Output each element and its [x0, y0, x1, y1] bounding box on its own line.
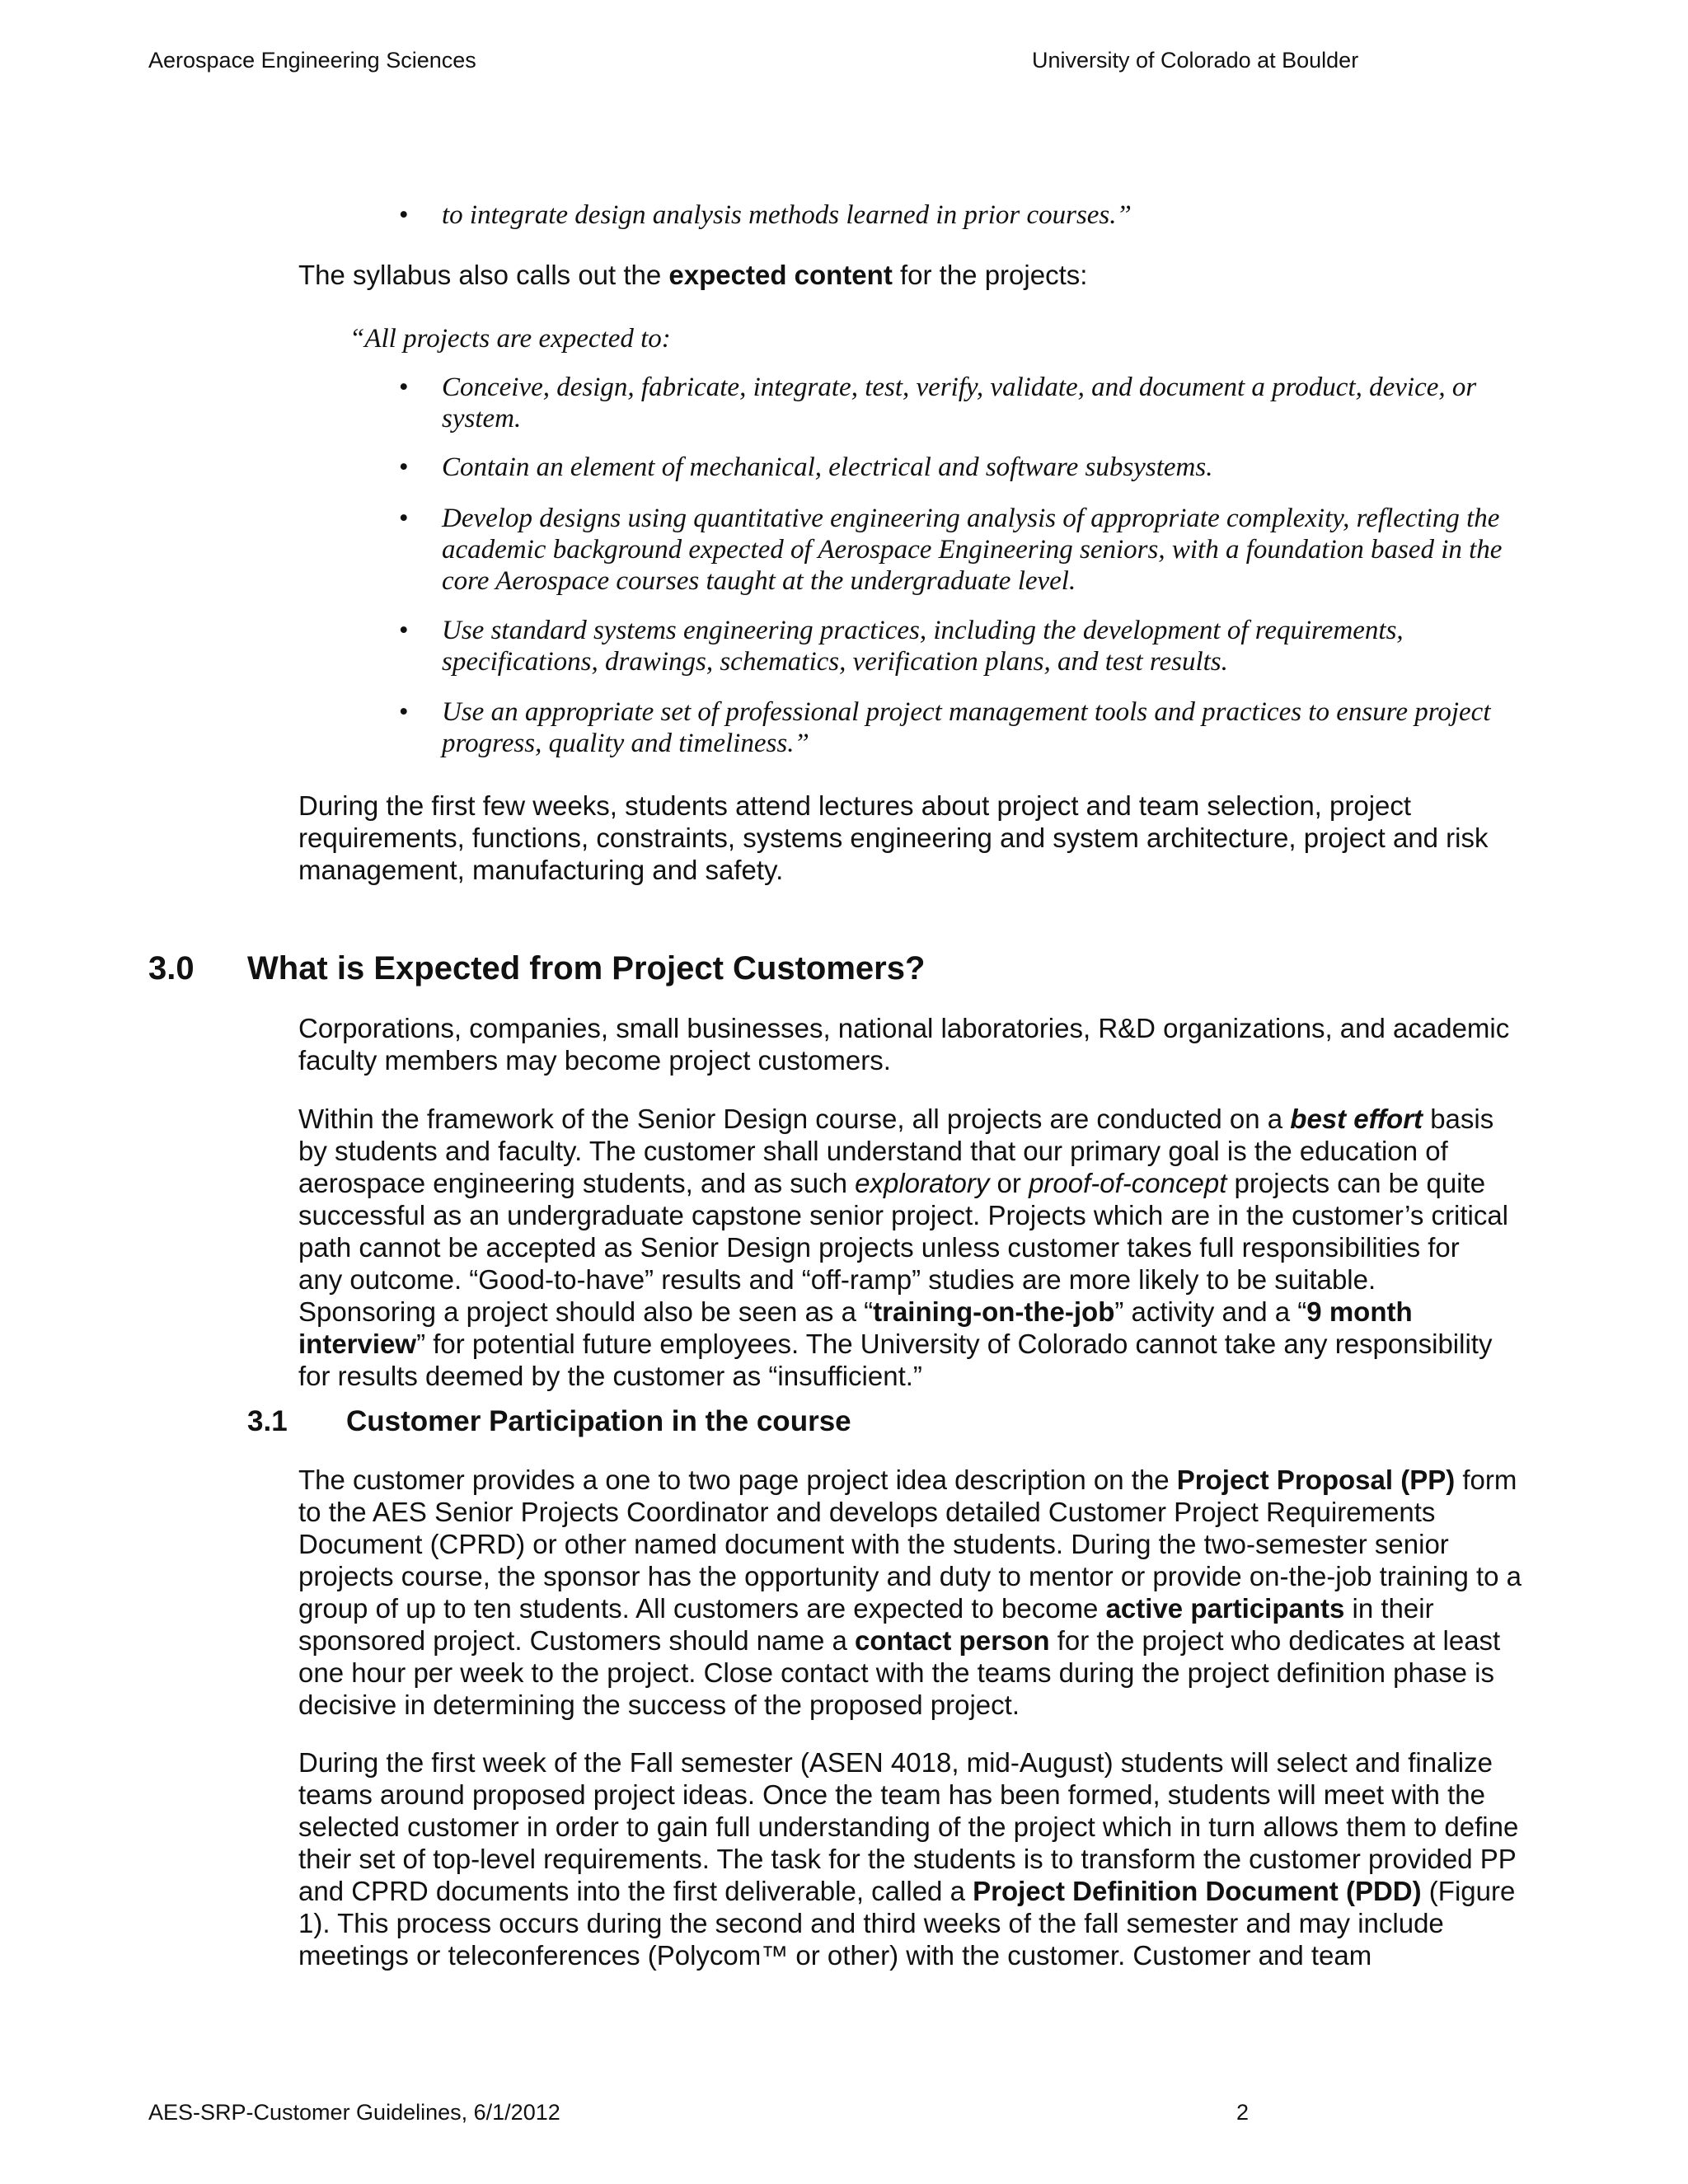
proof-of-concept-emphasis: proof-of-concept: [1029, 1168, 1227, 1198]
list-item-top: [399, 199, 1596, 231]
nine-month-interview-bold: 9 month interview: [298, 1296, 1413, 1359]
lectures-paragraph: During the first few weeks, students attend lectures about project and team selection, project requirements, functions, constraints, systems engineering and system architecture, project and risk management, manufacturing and safety.: [298, 790, 1489, 885]
footer-left: AES-SRP-Customer Guidelines, 6/1/2012: [148, 2100, 560, 2125]
section3-paragraph-2: [298, 1103, 1510, 1392]
list-item: [399, 615, 1505, 677]
text-run: for the project who dedicates at least one hour per week to the project. Close contact with the teams during the project definition phase is decisive in determining the success of the proposed project.: [298, 1625, 1501, 1720]
bullet-icon: •: [399, 452, 409, 482]
section-number: 3.0: [148, 950, 195, 987]
text-run: ” activity and a “: [1114, 1296, 1307, 1327]
list-item-text: to integrate design analysis methods learned in prior courses.”: [442, 200, 1132, 230]
section-title: Customer Participation in the course: [346, 1405, 851, 1437]
list-item: [399, 696, 1505, 759]
list-item: [399, 372, 1505, 434]
active-participants-bold: active participants: [1105, 1593, 1345, 1624]
section-title: What is Expected from Project Customers?: [247, 950, 926, 987]
list-item-text: Use an appropriate set of professional project management tools and practices to ensure project progress, quality and timeliness.”: [442, 697, 1491, 758]
project-proposal-bold: Project Proposal (PP): [1176, 1465, 1456, 1495]
exploratory-emphasis: exploratory: [855, 1168, 990, 1198]
section-number: 3.1: [247, 1405, 288, 1437]
text-run: form to the AES Senior Projects Coordinator and develops detailed Customer Project Requirements Document (CPRD) or other named document with the students. During the two-semester senior projects course, the sponsor has the opportunity and duty to mentor or provide on-the-job training to a group of up to ten students. All customers are expected to become: [298, 1465, 1522, 1624]
text-run: Within the framework of the Senior Design course, all projects are conducted on a: [298, 1104, 1291, 1134]
list-item-text: Use standard systems engineering practices, including the development of requirements, specifications, drawings, schematics, verification plans, and test results.: [442, 616, 1404, 677]
text-run: basis by students and faculty. The customer shall understand that our primary goal is the education of aerospace engineering students, and as such: [298, 1104, 1494, 1198]
bullet-icon: •: [399, 504, 409, 533]
text-run: in their sponsored project. Customers should name a: [298, 1593, 1434, 1656]
section31-paragraph-2: [298, 1746, 1526, 1971]
syllabus-text-end: for the projects:: [892, 260, 1088, 290]
section31-paragraph-1: [298, 1464, 1526, 1721]
header-right: University of Colorado at Boulder: [1032, 48, 1359, 73]
section3-paragraph-1: Corporations, companies, small businesses, national laboratories, R&D organizations, and academic faculty members may become project customers.: [298, 1013, 1510, 1076]
page-number: 2: [1236, 2100, 1250, 2125]
list-item-text: Contain an element of mechanical, electrical and software subsystems.: [442, 452, 1213, 482]
syllabus-bold: expected content: [668, 260, 893, 290]
list-item: [399, 503, 1522, 597]
text-run: projects can be quite successful as an undergraduate capstone senior project. Projects which are in the customer’s critical path cannot be accepted as Senior Design projects unless customer takes full responsibilities for any outcome. “Good-to-have” results and “off-ramp” studies are more likely to be suitable. Sponsoring a project should also be seen as a “: [298, 1168, 1509, 1327]
bullet-icon: •: [399, 200, 409, 230]
text-run: During the first week of the Fall semester (ASEN 4018, mid-August) students will select and finalize teams around proposed project ideas. Once the team has been formed, students will meet with the selected customer in order to gain full understanding of the project which in turn allows them to define their set of top-level requirements. The task for the students is to transform the customer provided PP and CPRD documents into the first deliverable, called a: [298, 1747, 1519, 1906]
best-effort-emphasis: best effort: [1290, 1104, 1423, 1134]
syllabus-text: The syllabus also calls out the: [298, 260, 669, 290]
list-item-text: Develop designs using quantitative engineering analysis of appropriate complexity, reflecting the academic background expected of Aerospace Engineering seniors, with a foundation based in the core Aerospace courses taught at the undergraduate level.: [442, 504, 1503, 596]
bullet-icon: •: [399, 616, 409, 645]
list-item: [399, 452, 1505, 483]
text-run: or: [989, 1168, 1029, 1198]
text-run: (Figure 1). This process occurs during the second and third weeks of the fall semester and may include meetings or teleconferences (Polycom™ or other) with the customer. Customer and team: [298, 1876, 1516, 1971]
syllabus-paragraph: [298, 259, 1551, 291]
text-run: The customer provides a one to two page project idea description on the: [298, 1465, 1177, 1495]
bullet-icon: •: [399, 697, 409, 727]
quote-intro: “All projects are expected to:: [349, 324, 671, 354]
contact-person-bold: contact person: [855, 1625, 1050, 1656]
text-run: ” for potential future employees. The University of Colorado cannot take any responsibility for results deemed by the customer as “insufficient.”: [298, 1329, 1493, 1391]
header-left: Aerospace Engineering Sciences: [148, 48, 476, 73]
pdd-bold: Project Definition Document (PDD): [973, 1876, 1422, 1906]
list-item-text: Conceive, design, fabricate, integrate, test, verify, validate, and document a product, device, or system.: [442, 373, 1477, 434]
bullet-icon: •: [399, 373, 409, 402]
training-on-the-job-bold: training-on-the-job: [873, 1296, 1115, 1327]
